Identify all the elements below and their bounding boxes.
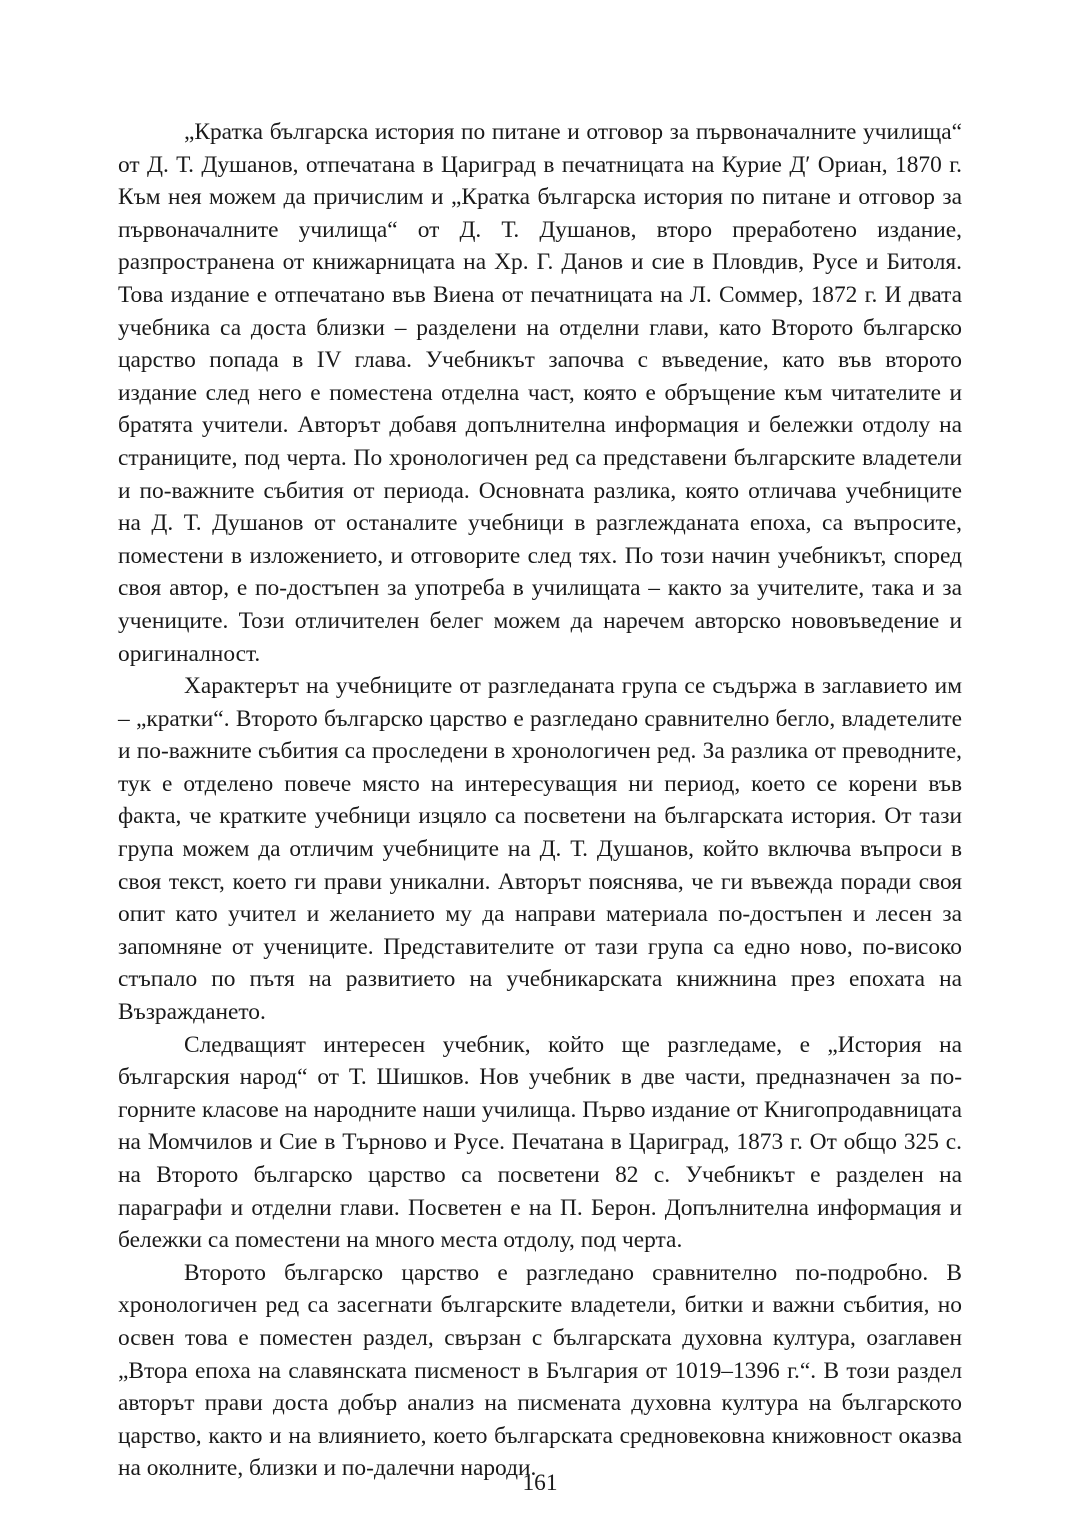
page-body bbox=[118, 116, 962, 1485]
page-number: 161 bbox=[522, 1470, 558, 1496]
paragraph-1: „Кратка българска история по питане и отговор за първоначалните училища“ от Д. Т. Душанов, отпечатана в Цариград в печатницата на Курие Д′ Ориан, 1870 г. Към нея можем да причислим и „Кратка българска история по питане и отговор за първоначалните училища“ от Д. Т. Душанов, второ преработено издание, разпространена от книжарницата на Хр. Г. Данов и сие в Пловдив, Русе и Битоля. Това издание е отпечатано във Виена от печатницата на Л. Соммер, 1872 г. И двата учебника са доста близки – разделени на отделни глави, като Второто българско царство попада в IV глава. Учебникът започва с въведение, като във второто издание след него е поместена отделна част, която е обръщение към читателите и братята учители. Авторът добавя допълнителна информация и бележки отдолу на страниците, под черта. По хронологичен ред са представени българските владетели и по-важните събития от периода. Основната разлика, която отличава учебниците на Д. Т. Душанов от останалите учебници в разглежданата епоха, са въпросите, поместени в изложението, и отговорите след тях. По този начин учебникът, според своя автор, е по-достъпен за употреба в училищата – както за учителите, така и за учениците. Този отличителен белег можем да наречем авторско нововъведение и оригиналност. bbox=[118, 119, 962, 667]
paragraph-4: Второто българско царство е разгледано сравнително по-подробно. В хронологичен ред са засегнати българските владетели, битки и важни събития, но освен това е поместен раздел, свързан с българската духовна култура, озаглавен „Втора епоха на славянската писменост в България от 1019–1396 г.“. В този раздел авторът прави доста добър анализ на писмената духовна култура на българското царство, както и на влиянието, което българската средновековна книжовност оказва на околните, близки и по-далечни народи. bbox=[118, 1259, 962, 1482]
paragraph-3: Следващият интересен учебник, който ще разгледаме, е „История на българския народ“ от Т. Шишков. Нов учебник в две части, предназначен за по-горните класове на народните наши училища. Първо издание от Книгопродавницата на Момчилов и Сие в Търново и Русе. Печатана в Цариград, 1873 г. От общо 325 с. на Второто българско царство са посветени 82 с. Учебникът е разделен на параграфи и отделни глави. Посветен е на П. Берон. Допълнителна информация и бележки са поместени на много места отдолу, под черта. bbox=[118, 1031, 962, 1254]
paragraph-2: Характерът на учебниците от разгледаната група се съдържа в заглавието им – „кратки“. Второто българско царство е разгледано сравнително бегло, владетелите и по-важните събития са проследени в хронологичен ред. За разлика от преводните, тук е отделено повече място на интересуващия ни период, което се корени във факта, че кратките учебници изцяло са посветени на българската история. От тази група можем да отличим учебниците на Д. Т. Душанов, който включва въпроси в своя текст, което ги прави уникални. Авторът пояснява, че ги въвежда поради своя опит като учител и желанието му да направи материала по-достъпен и лесен за запомняне от учениците. Представителите от тази група са едно ново, по-високо стъпало по пътя на развитието на учебникарската книжнина през епохата на Възраждането. bbox=[118, 673, 962, 1026]
